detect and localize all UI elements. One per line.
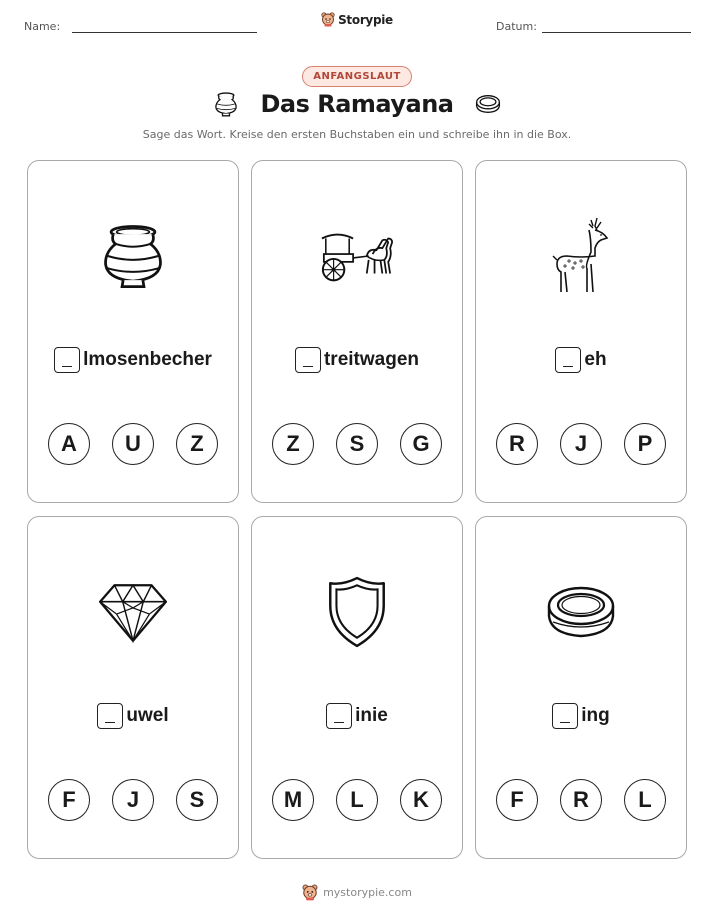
letter-option[interactable]: L <box>336 779 378 821</box>
word-card <box>251 160 463 503</box>
brand-logo <box>0 12 714 32</box>
word-remainder: ing <box>581 705 610 726</box>
page-title: Das Ramayana <box>260 90 454 118</box>
name-label: Name: <box>24 20 61 33</box>
name-line[interactable] <box>72 32 257 33</box>
ring-icon <box>474 90 502 118</box>
letter-option[interactable]: L <box>624 779 666 821</box>
word-card <box>27 160 239 503</box>
word-remainder: uwel <box>126 705 169 726</box>
date-line[interactable] <box>542 32 691 33</box>
letter-option[interactable]: G <box>400 423 442 465</box>
letter-option[interactable]: P <box>624 423 666 465</box>
word-remainder: lmosenbecher <box>83 349 212 370</box>
instructions: Sage das Wort. Kreise den ersten Buchstaben ein und schreibe ihn in die Box. <box>142 128 572 141</box>
date-label: Datum: <box>496 20 537 33</box>
answer-box[interactable] <box>555 347 581 373</box>
letter-option[interactable]: M <box>272 779 314 821</box>
answer-box[interactable] <box>326 703 352 729</box>
answer-box[interactable] <box>295 347 321 373</box>
letter-option[interactable]: K <box>400 779 442 821</box>
pot-icon <box>98 220 168 292</box>
letter-option[interactable]: S <box>336 423 378 465</box>
footer <box>0 884 714 901</box>
word-card <box>475 516 687 859</box>
answer-box[interactable] <box>97 703 123 729</box>
deer-icon <box>550 216 612 296</box>
letter-option[interactable]: A <box>48 423 90 465</box>
word-card <box>251 516 463 859</box>
chariot-icon <box>318 226 396 286</box>
bear-mascot-icon <box>302 884 318 901</box>
letter-option[interactable]: Z <box>272 423 314 465</box>
letter-option[interactable]: J <box>560 423 602 465</box>
jewel-icon <box>96 579 170 645</box>
word-remainder: eh <box>584 349 607 370</box>
footer-url[interactable]: mystorypie.com <box>323 886 412 899</box>
word-remainder: inie <box>355 705 388 726</box>
letter-option[interactable]: R <box>496 423 538 465</box>
word-card <box>475 160 687 503</box>
brand-name: Storypie <box>338 12 393 27</box>
word-remainder: treitwagen <box>323 349 420 370</box>
letter-option[interactable]: J <box>112 779 154 821</box>
letter-option[interactable]: Z <box>176 423 218 465</box>
answer-box[interactable] <box>552 703 578 729</box>
letter-option[interactable]: F <box>48 779 90 821</box>
shield-icon <box>325 575 389 649</box>
word-card <box>27 516 239 859</box>
ring-icon <box>545 580 617 644</box>
letter-option[interactable]: S <box>176 779 218 821</box>
letter-option[interactable]: R <box>560 779 602 821</box>
pot-icon <box>212 90 240 118</box>
answer-box[interactable] <box>54 347 80 373</box>
letter-option[interactable]: U <box>112 423 154 465</box>
bear-mascot-icon <box>321 12 335 27</box>
topic-badge: ANFANGSLAUT <box>302 66 412 87</box>
letter-option[interactable]: F <box>496 779 538 821</box>
